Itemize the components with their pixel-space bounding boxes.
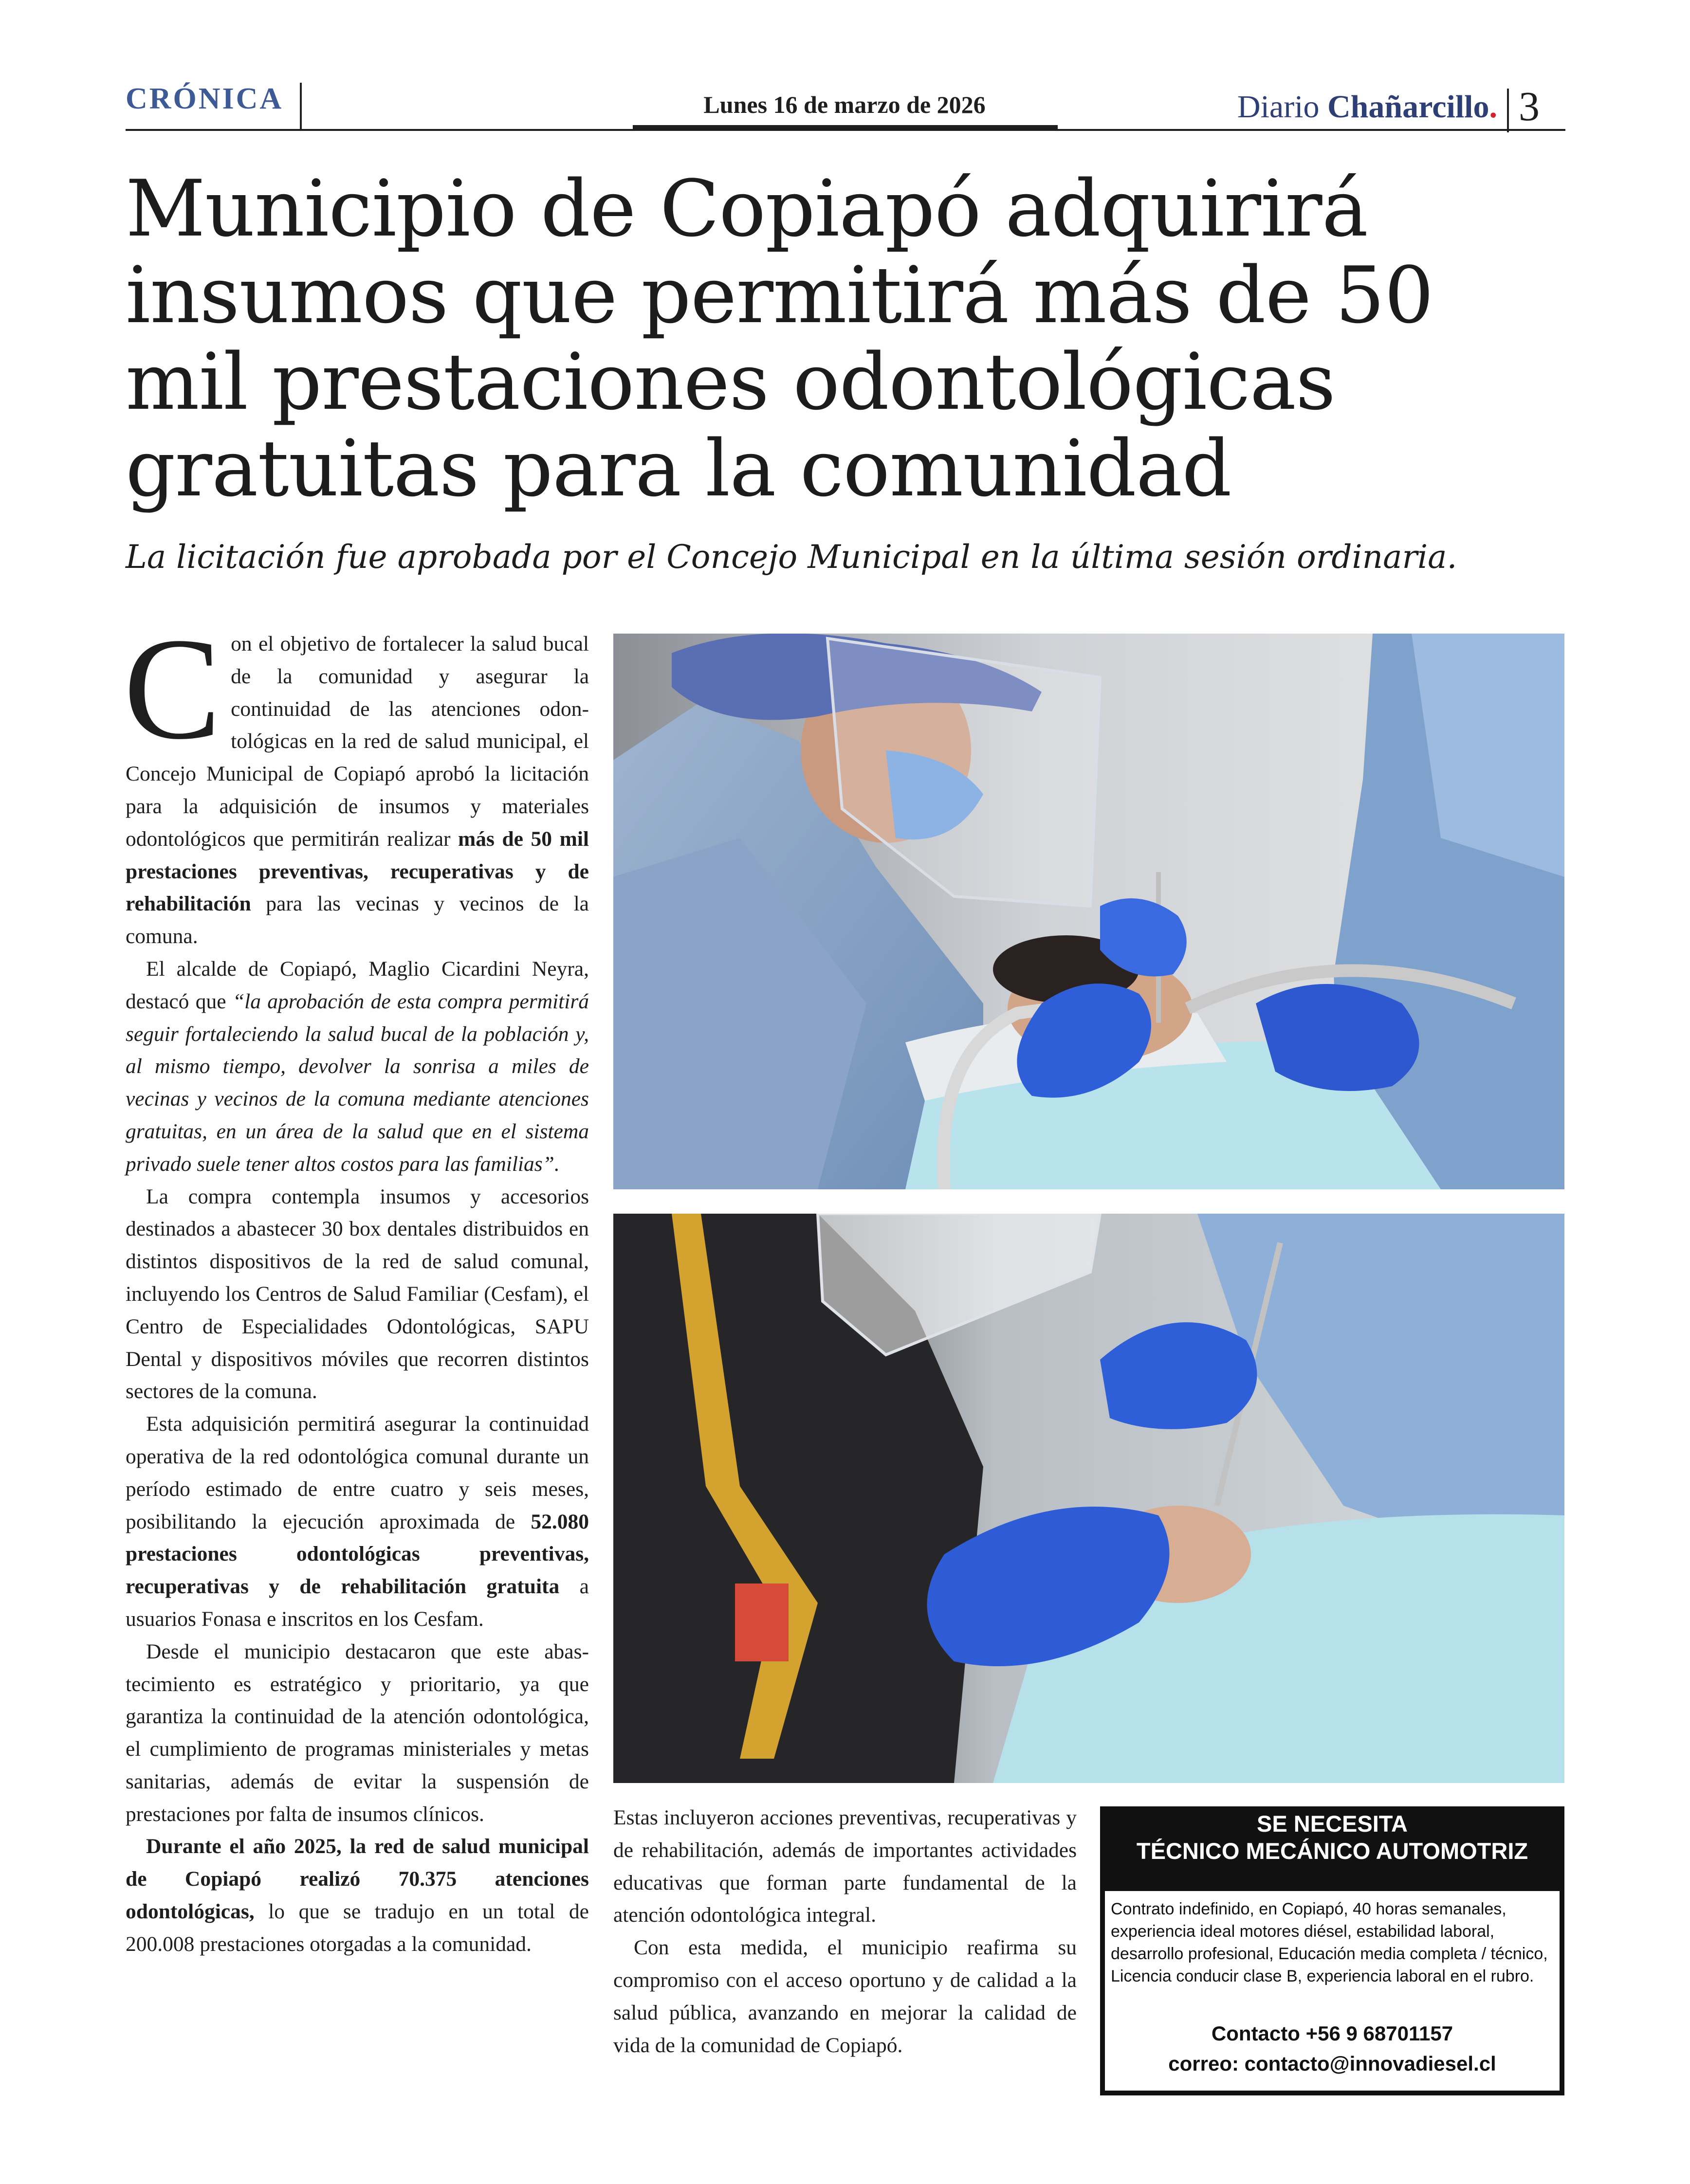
ad-phone: Contacto +56 9 68701157: [1211, 2022, 1453, 2045]
ad-title-line2: TÉCNICO MECÁNICO AUTOMOTRIZ: [1136, 1838, 1528, 1864]
paragraph-text: a usuarios Fonasa e inscritos en los Cesfam.: [126, 1575, 589, 1631]
paper-prefix: Diario: [1237, 89, 1320, 125]
paper-title: Chañarcillo: [1327, 89, 1489, 125]
drop-cap: C: [124, 608, 221, 769]
header-rule: [126, 129, 1565, 131]
paragraph-1: [124, 608, 589, 953]
bold-text: más de 50 mil prestaciones preventivas, recuperativas y de rehabilitación: [126, 827, 589, 916]
dental-photo-top: [613, 634, 1564, 1189]
ad-header: [1100, 1810, 1564, 1865]
ad-description: Contrato indefinido, en Copiapó, 40 horas semanales, experiencia ideal motores diésel, estabilidad laboral, desarrollo profesional, Educación media completa / técnico, Licencia conducir clase B, experiencia laboral en el rubro.: [1111, 1900, 1548, 1985]
paragraph-text: El alcalde de Copiapó, Maglio Cicardini Neyra, destacó que: [126, 957, 589, 1013]
dental-photo-bottom: [613, 1214, 1564, 1783]
bold-text: Durante el año 2025, la red de salud municipal de Copiapó realizó 70.375 atenciones odontológicas,: [126, 1835, 589, 1924]
page-number-divider: [1507, 89, 1509, 132]
issue-date: Lunes 16 de marzo de 2026: [703, 91, 986, 118]
paragraph-text: Esta adquisición permitirá asegurar la continuidad operativa de la red odontológica comunal durante un período estimado de entre cuatro y seis meses, posibilitando la ejecución aproximada de: [126, 1412, 589, 1533]
newspaper-name: [1237, 89, 1497, 126]
ad-body: [1105, 1891, 1560, 2091]
paragraph-4: [126, 1408, 589, 1636]
paragraph-7: Estas incluyeron acciones preventivas, recuperativas y de rehabilitación, además de importantes actividades educativas que forman parte fundamental de la atención odontológica integral.: [613, 1806, 1077, 1927]
paragraph-5: Desde el municipio destacaron que este abastecimiento es estratégico y prioritario, ya que garantiza la continuidad de la atención odontológica, el cumplimiento de programas ministeriales y metas sanitarias, además de evitar la suspensión de prestaciones por falta de insumos clínicos.: [126, 1639, 589, 1826]
page-number: 3: [1519, 83, 1540, 129]
paragraph-6: [126, 1830, 589, 1960]
paper-dot: .: [1489, 89, 1497, 125]
article-headline: Municipio de Copiapó adquirirá insumos que permitirá más de 50 mil prestaciones odontológicas gratuitas para la comunidad: [126, 163, 1433, 514]
header-divider: [300, 83, 302, 130]
job-advertisement: [1100, 1806, 1564, 2095]
paragraph-text: para las vecinas y vecinos de la comuna.: [126, 892, 589, 948]
mayor-quote: “la aprobación de esta compra permitirá seguir fortaleciendo la salud bucal de la población y, al mismo tiempo, devolver la sonrisa a miles de vecinas y vecinos de la comuna mediante atenciones gratuitas, en un área de la salud que en el sistema privado suele tener altos costos para las familias”.: [126, 989, 589, 1176]
paragraph-8: Con esta medida, el municipio reafirma su compromiso con el acceso oportuno y de calidad a la salud pública, avanzando en mejorar la calidad de vida de la comunidad de Copiapó.: [613, 1936, 1077, 2057]
ad-contact-block: [1105, 2019, 1560, 2079]
paragraph-3: La compra contempla insumos y accesorios destinados a abastecer 30 box dentales distribuidos en distintos dispositivos de la red de salud comunal, incluyendo los Centros de Salud Familiar (Cesfam), el Centro de Especialidades Odontológicas, SAPU Dental y dispositivos móviles que recorren distintos sectores de la comuna.: [126, 1184, 589, 1403]
bold-text: 52.080 prestaciones odontológicas preventivas, recuperativas y de rehabilitación gratuita: [126, 1510, 589, 1599]
article-subhead: La licitación fue aprobada por el Concejo Municipal en la última sesión ordinaria.: [126, 538, 1457, 576]
article-column-1: [124, 608, 589, 1961]
ad-title-line1: SE NECESITA: [1257, 1811, 1408, 1837]
paragraph-2: [126, 953, 589, 1181]
section-label: CRÓNICA: [126, 82, 284, 115]
paragraph-text: lo que se tradujo en un total de 200.008 prestaciones otorgadas a la comunidad.: [126, 1900, 589, 1956]
paragraph-text: on el objetivo de fortalecer la salud bucal de la comunidad y asegurar la continuidad de las atenciones odontológicas en la red de salud municipal, el Concejo Municipal de Copiapó aprobó la licitación para la adquisición de insumos y materiales odontológicos que permitirán realizar: [126, 632, 589, 851]
ad-email: correo: contacto@innovadiesel.cl: [1168, 2052, 1496, 2075]
article-column-2: [613, 1802, 1077, 2061]
